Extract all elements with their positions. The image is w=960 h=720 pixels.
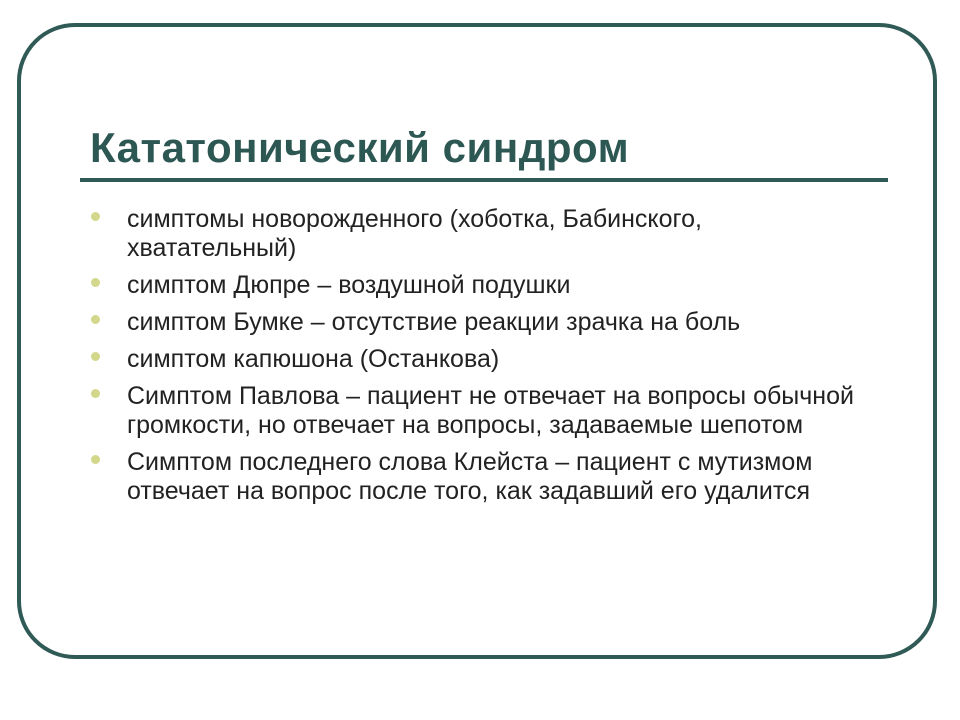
title-underline xyxy=(80,178,888,182)
bullet-text: симптом Бумке – отсутствие реакции зрачка на боль xyxy=(127,308,741,336)
bullet-item xyxy=(88,448,878,506)
bullet-dot-icon xyxy=(91,352,100,361)
bullet-text: симптом капюшона (Останкова) xyxy=(127,345,500,373)
bullet-dot-icon xyxy=(91,315,100,324)
bullet-item xyxy=(88,271,878,300)
slide-title: Кататонический синдром xyxy=(90,124,630,171)
bullet-text: Симптом Павлова – пациент не отвечает на вопросы обычной громкости, но отвечает на вопросы, задаваемые шепотом xyxy=(127,382,854,439)
bullet-dot-icon xyxy=(91,389,100,398)
bullet-item xyxy=(88,382,878,440)
bullet-item xyxy=(88,205,878,263)
bullet-text: симптомы новорожденного (хоботка, Бабинского, хватательный) xyxy=(127,205,702,262)
bullet-dot-icon xyxy=(91,455,100,464)
bullet-item xyxy=(88,345,878,374)
bullet-list xyxy=(88,205,878,514)
bullet-text: симптом Дюпре – воздушной подушки xyxy=(127,271,571,299)
bullet-text: Симптом последнего слова Клейста – пациент с мутизмом отвечает на вопрос после того, как задавший его удалится xyxy=(127,448,813,505)
bullet-dot-icon xyxy=(91,212,100,221)
bullet-dot-icon xyxy=(91,278,100,287)
bullet-item xyxy=(88,308,878,337)
